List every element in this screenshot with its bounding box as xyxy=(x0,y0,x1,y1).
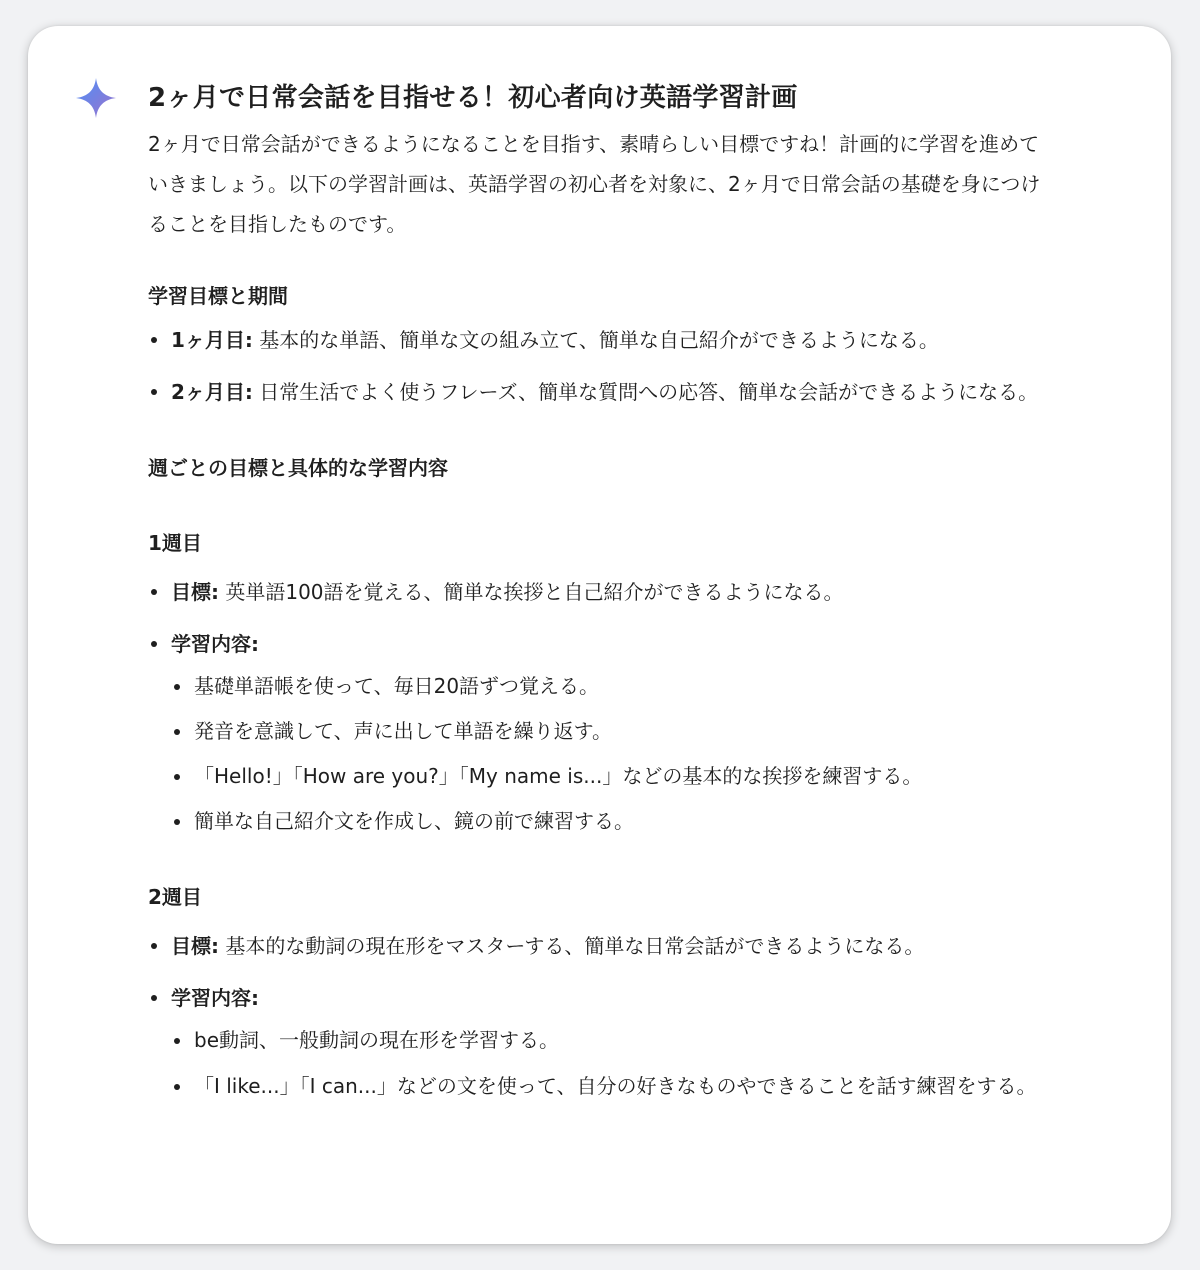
week2-content-list xyxy=(171,1018,1053,1106)
response-title: 2ヶ月で日常会話を目指せる！初心者向け英語学習計画 xyxy=(148,83,798,113)
goal-text: 基本的な単語、簡単な文の組み立て、簡単な自己紹介ができるようになる。 xyxy=(259,328,939,352)
goal-text: 日常生活でよく使うフレーズ、簡単な質問への応答、簡単な会話ができるようになる。 xyxy=(259,380,1039,404)
goal-text: 基本的な動詞の現在形をマスターする、簡単な日常会話ができるようになる。 xyxy=(225,934,925,958)
list-item xyxy=(148,978,1053,1106)
list-item: 「Hello!」「How are you?」「My name is...」などの基本的な挨拶を練習する。 xyxy=(148,754,1053,799)
content-label: 学習内容: xyxy=(171,986,259,1010)
week2-heading: 2週目 xyxy=(148,885,202,909)
goals-heading: 学習目標と期間 xyxy=(148,284,288,308)
list-item xyxy=(148,572,1053,612)
goal-text: 英単語100語を覚える、簡単な挨拶と自己紹介ができるようになる。 xyxy=(225,580,844,604)
week2-list xyxy=(148,926,1053,1106)
list-item: 基礎単語帳を使って、毎日20語ずつ覚える。 xyxy=(148,664,1053,709)
list-item xyxy=(148,320,1053,360)
week1-content-list xyxy=(171,664,1053,844)
list-item xyxy=(148,372,1053,412)
response-content xyxy=(148,78,1053,1106)
week1-list xyxy=(148,572,1053,844)
list-item: 発音を意識して、声に出して単語を繰り返す。 xyxy=(148,709,1053,754)
goal-label: 2ヶ月目: xyxy=(171,380,253,404)
week1-heading: 1週目 xyxy=(148,531,202,555)
list-item xyxy=(148,926,1053,966)
goal-label: 目標: xyxy=(171,580,219,604)
list-item: be動詞、一般動詞の現在形を学習する。 xyxy=(148,1018,1053,1063)
weekly-heading: 週ごとの目標と具体的な学習内容 xyxy=(148,456,448,480)
content-label: 学習内容: xyxy=(171,632,259,656)
gemini-sparkle-icon xyxy=(74,76,118,120)
goal-label: 1ヶ月目: xyxy=(171,328,253,352)
list-item xyxy=(148,624,1053,844)
list-item: 「I like...」「I can...」などの文を使って、自分の好きなものやできることを話す練習をする。 xyxy=(148,1066,1053,1106)
list-item: 簡単な自己紹介文を作成し、鏡の前で練習する。 xyxy=(148,799,1053,844)
goals-list xyxy=(148,320,1053,412)
response-card xyxy=(28,26,1171,1244)
goal-label: 目標: xyxy=(171,934,219,958)
intro-paragraph: 2ヶ月で日常会話ができるようになることを目指す、素晴らしい目標ですね！計画的に学習を進めていきましょう。以下の学習計画は、英語学習の初心者を対象に、2ヶ月で日常会話の基礎を身につけることを目指したものです。 xyxy=(148,132,1041,236)
